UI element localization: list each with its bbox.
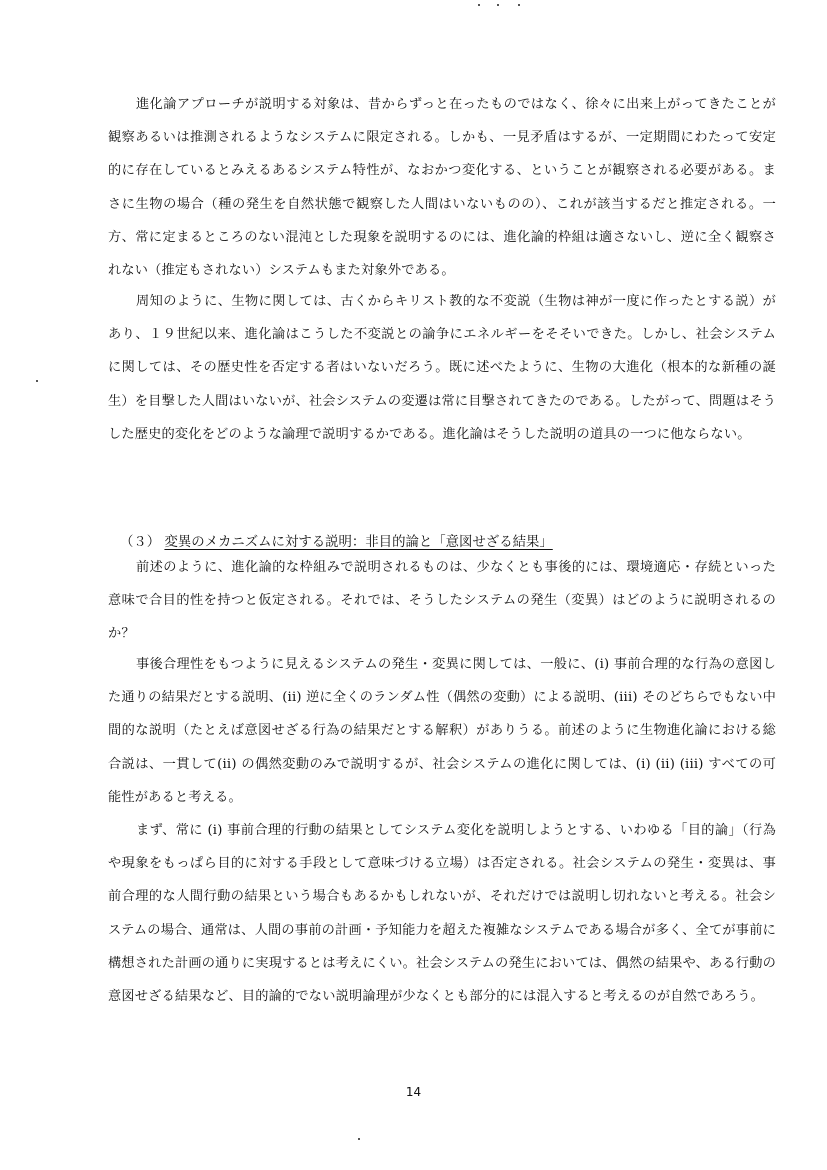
paragraph-4: 事後合理性をもつように見えるシステムの発生・変異に関しては、一般に、(i) 事前合理的な行為の意図した通りの結果だとする説明、(ii) 逆に全くのランダム性（偶然の変動）による説明、(iii) そのどちらでもない中間的な説明（たとえば意図せざる行為の結果だとする解釈）がありうる。前述のように生物進化論における総合説は、一貫して(ii) の偶然変動のみで説明するが、社会システムの進化に関しては、(i) (ii) (iii) すべての可能性があると考える。: [108, 657, 776, 805]
section-number: （３）: [120, 535, 161, 550]
paragraph-2: 周知のように、生物に関しては、古くからキリスト教的な不変説（生物は神が一度に作ったとする説）があり、１９世紀以来、進化論はこうした不変説との論争にエネルギーをそそいできた。しかし、社会システムに関しては、その歴史性を否定する者はいないだろう。既に述べたように、生物の大進化（根本的な新種の誕生）を目撃した人間はいないが、社会システムの変遷は常に目撃されてきたのである。したがって、問題はそうした歴史的変化をどのような論理で説明するかである。進化論はそうした説明の道具の一つに他ならない。: [108, 294, 776, 442]
paragraph-1: 進化論アプローチが説明する対象は、昔からずっと在ったものではなく、徐々に出来上がってきたことが観察あるいは推測されるようなシステムに限定される。しかも、一見矛盾はするが、一定期間にわたって安定的に存在しているとみえるあるシステム特性が、なおかつ変化する、ということが観察される必要がある。まさに生物の場合（種の発生を自然状態で観察した人間はいないものの）、これが該当するだと推定される。一方、常に定まるところのない混沌とした現象を説明するのには、進化論的枠組は適さないし、逆に全く観察されない（推定もされない）システムもまた対象外である。: [108, 97, 776, 279]
paragraph-5: まず、常に (i) 事前合理的行動の結果としてシステム変化を説明しようとする、いわゆる「目的論」（行為や現象をもっぱら目的に対する手段として意味づける立場）は否定される。社会システムの発生・変異は、事前合理的な人間行動の結果という場合もあるかもしれないが、それだけでは説明し切れないと考える。社会システムの場合、通常は、人間の事前の計画・予知能力を超えた複雑なシステムである場合が多く、全てが事前に構想された計画の通りに実現するとは考えにくい。社会システムの発生においては、偶然の結果や、ある行動の意図せざる結果など、目的論的でない説明論理が少なくとも部分的には混入すると考えるのが自然であろう。: [108, 823, 776, 1005]
scan-speck: [497, 4, 499, 6]
scan-speck: [478, 4, 480, 6]
paragraph-3: 前述のように、進化論的な枠組みで説明されるものは、少なくとも事後的には、環境適応・存続といった意味で合目的性を持つと仮定される。それでは、そうしたシステムの発生（変異）はどのように説明されるのか？: [108, 560, 776, 642]
scan-speck: [36, 380, 38, 382]
page-number: 14: [405, 1085, 422, 1099]
section-heading: [120, 533, 760, 553]
scan-speck: [358, 1138, 360, 1140]
scan-speck: [518, 4, 520, 6]
section-title: 変異のメカニズムに対する説明：非目的論と「意図せざる結果」: [164, 535, 553, 550]
